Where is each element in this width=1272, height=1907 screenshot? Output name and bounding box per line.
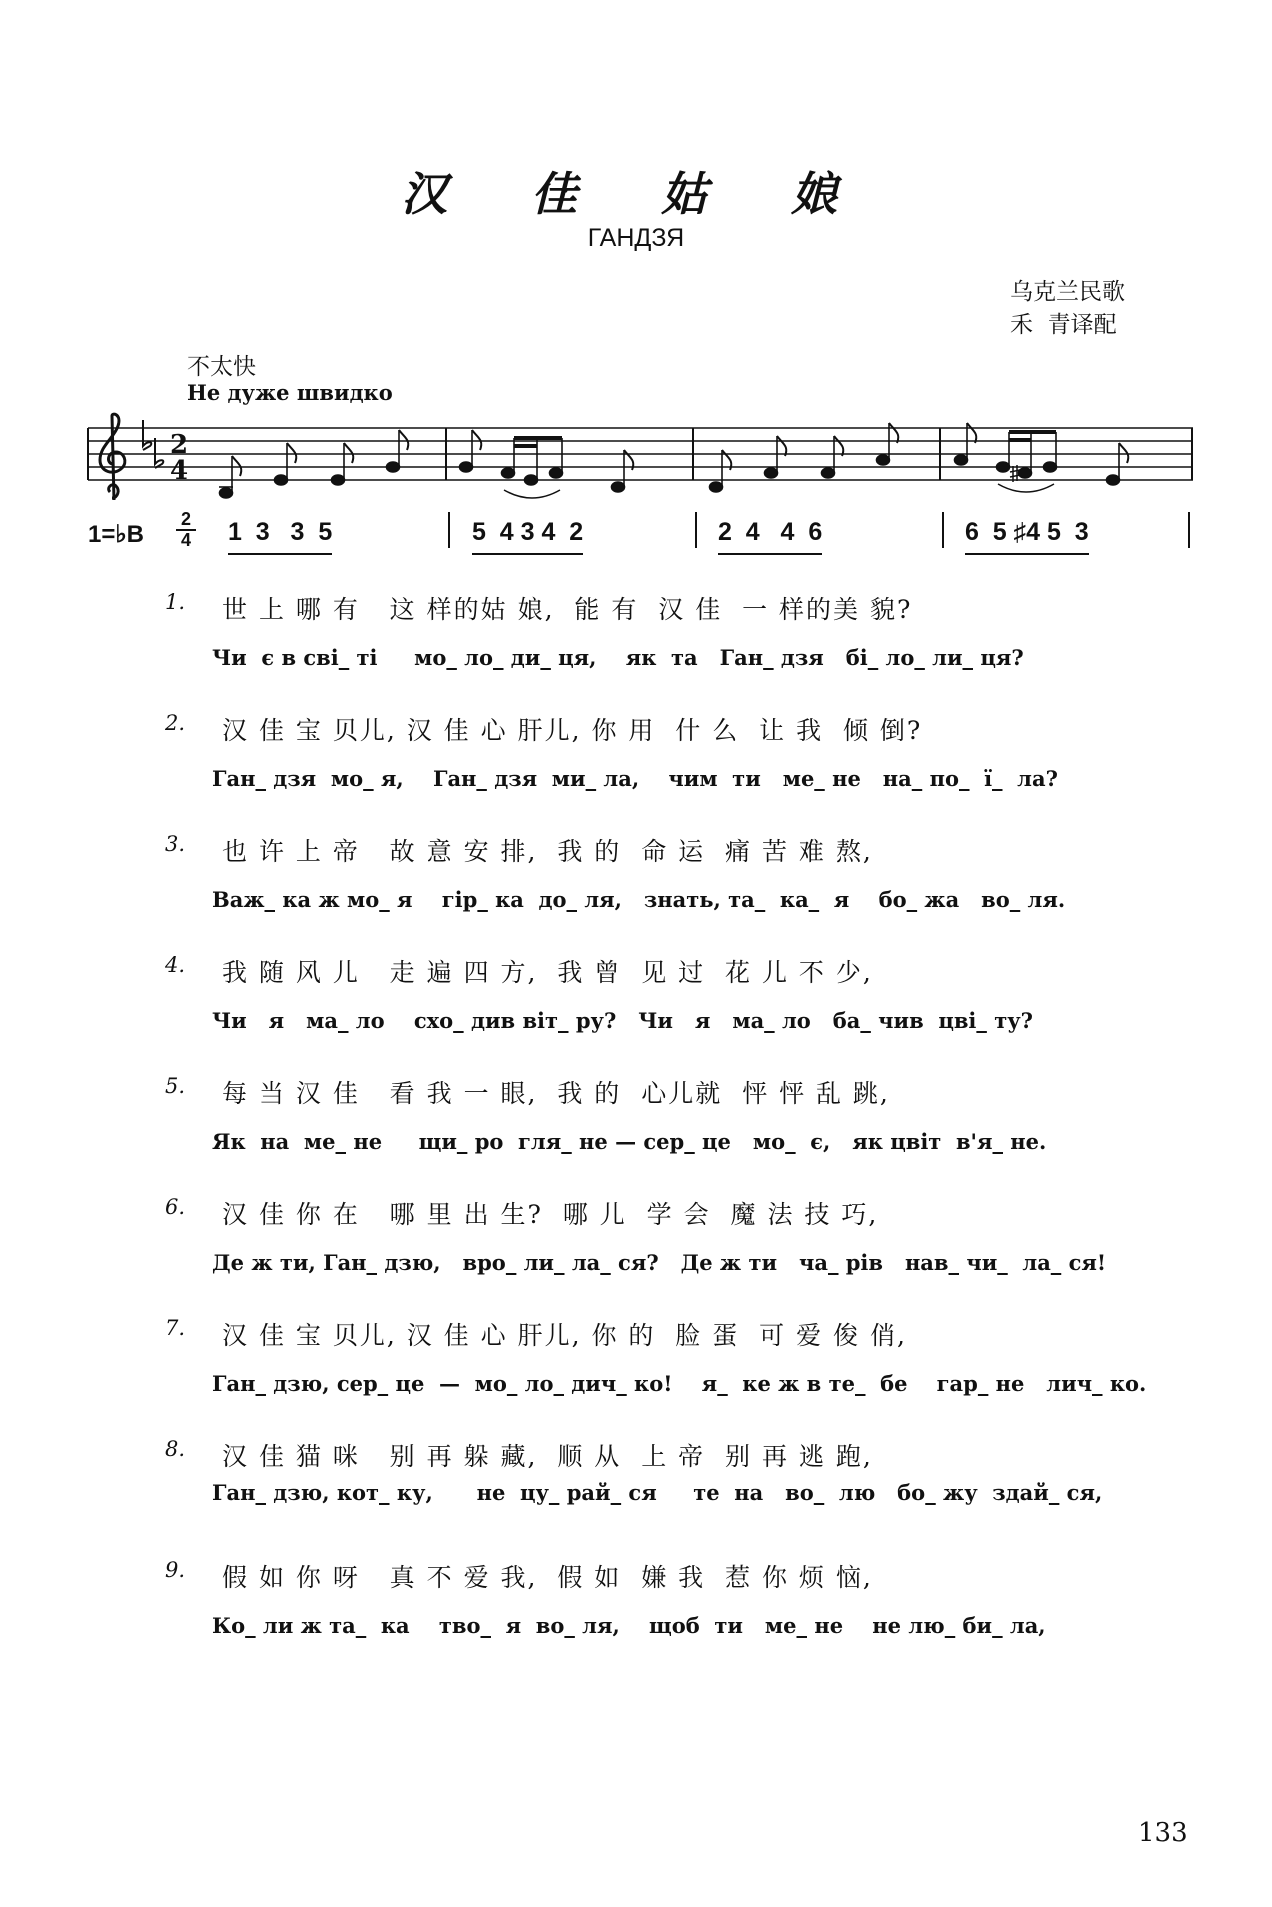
credit-translator: 禾 青译配 xyxy=(1010,312,1117,338)
verse-chinese-lyrics: 假 如 你 呀 真 不 爱 我, 假 如 嫌 我 惹 你 烦 恼, xyxy=(222,1563,873,1592)
verse-number: 5. xyxy=(165,1074,186,1098)
page-number: 133 xyxy=(1138,1818,1188,1848)
svg-text:4: 4 xyxy=(170,456,189,486)
verse-number: 7. xyxy=(165,1316,186,1340)
jianpu-barline xyxy=(942,512,944,548)
jianpu-barline xyxy=(695,512,697,548)
verse-chinese-lyrics: 每 当 汉 佳 看 我 一 眼, 我 的 心儿就 怦 怦 乱 跳, xyxy=(222,1079,890,1108)
verse-number: 6. xyxy=(165,1195,186,1219)
verse-ukrainian-lyrics: Ган_ дзю, сер_ це — мо_ ло_ дич_ ко! я_ ке ж в те_ бе гар_ не лич_ ко. xyxy=(212,1371,1147,1396)
verse-number: 8. xyxy=(165,1437,186,1461)
verse-ukrainian-lyrics: Як на ме_ не щи_ ро гля_ не — сер_ це мо_ є, як цвіт в'я_ не. xyxy=(212,1129,1047,1154)
slurs xyxy=(504,484,1054,498)
verse-number: 3. xyxy=(165,832,186,856)
jianpu-key-signature: 1=♭B xyxy=(88,521,145,548)
verse-chinese-lyrics: 汉 佳 宝 贝儿, 汉 佳 心 肝儿, 你 的 脸 蛋 可 爱 俊 俏, xyxy=(222,1321,907,1350)
jianpu-measure: 2 4 4 6 xyxy=(718,518,822,555)
verse-chinese-lyrics: 我 随 风 儿 走 遍 四 方, 我 曾 见 过 花 儿 不 少, xyxy=(222,958,873,987)
jianpu-measure: 6 5 ♯4 5 3 xyxy=(965,518,1089,555)
verse-chinese-lyrics: 也 许 上 帝 故 意 安 排, 我 的 命 运 痛 苦 难 熬, xyxy=(222,837,873,866)
verse-number: 2. xyxy=(165,711,186,735)
song-subtitle: ГАНДЗЯ xyxy=(587,224,685,252)
credit-origin: 乌克兰民歌 xyxy=(1010,279,1125,305)
staff-time-signature xyxy=(170,430,188,486)
credits xyxy=(1010,276,1170,342)
verse-ukrainian-lyrics: Чи я ма_ ло схо_ див віт_ ру? Чи я ма_ ло ба_ чив цві_ ту? xyxy=(212,1008,1033,1033)
verse-chinese-lyrics: 汉 佳 你 在 哪 里 出 生? 哪 儿 学 会 魔 法 技 巧, xyxy=(222,1200,879,1229)
verse-number: 9. xyxy=(165,1558,186,1582)
treble-clef-icon xyxy=(100,414,125,500)
verse-ukrainian-lyrics: Де ж ти, Ган_ дзю, вро_ ли_ ла_ ся? Де ж ти ча_ рів нав_ чи_ ла_ ся! xyxy=(212,1250,1107,1275)
verse-chinese-lyrics: 汉 佳 宝 贝儿, 汉 佳 心 肝儿, 你 用 什 么 让 我 倾 倒? xyxy=(222,716,923,745)
svg-text:2: 2 xyxy=(170,430,189,460)
verse-ukrainian-lyrics: Важ_ ка ж мо_ я гір_ ка до_ ля, знать, та_ ка_ я бо_ жа во_ ля. xyxy=(212,887,1066,912)
verse-ukrainian-lyrics: Ган_ дзю, кот_ ку, не цу_ рай_ ся те на во_ лю бо_ жу здай_ ся, xyxy=(212,1480,1103,1505)
time-signature-bottom: 4 xyxy=(180,530,191,550)
time-signature-top: 2 xyxy=(176,510,196,531)
jianpu-barline xyxy=(1188,512,1190,548)
song-title: 汉 佳 姑 娘 xyxy=(400,167,872,221)
jianpu-time-signature xyxy=(176,510,196,550)
verse-ukrainian-lyrics: Чи є в сві_ ті мо_ ло_ ди_ ця, як та Ган_ дзя бі_ ло_ ли_ ця? xyxy=(212,645,1024,670)
key-signature-flats xyxy=(143,420,163,468)
verse-chinese-lyrics: 世 上 哪 有 这 样的姑 娘, 能 有 汉 佳 一 样的美 貌? xyxy=(222,595,913,624)
jianpu-barline xyxy=(448,512,450,548)
note-flags xyxy=(232,423,1128,476)
verse-ukrainian-lyrics: Ган_ дзя мо_ я, Ган_ дзя ми_ ла, чим ти ме_ не на_ по_ ї_ ла? xyxy=(212,766,1058,791)
jianpu-measure: 1 3 3 5 xyxy=(228,518,332,555)
tempo-ukrainian: Не дуже швидко xyxy=(187,380,393,405)
verse-number: 1. xyxy=(165,590,186,614)
melody-notes xyxy=(219,423,1120,498)
tempo-chinese: 不太快 xyxy=(187,354,256,380)
verse-chinese-lyrics: 汉 佳 猫 咪 别 再 躲 藏, 顺 从 上 帝 别 再 逃 跑, xyxy=(222,1442,873,1471)
jianpu-measure: 5 4 3 4 2 xyxy=(472,518,583,555)
music-staff xyxy=(88,410,1193,520)
verse-number: 4. xyxy=(165,953,186,977)
verse-ukrainian-lyrics: Ко_ ли ж та_ ка тво_ я во_ ля, щоб ти ме_ не не лю_ би_ ла, xyxy=(212,1613,1046,1638)
